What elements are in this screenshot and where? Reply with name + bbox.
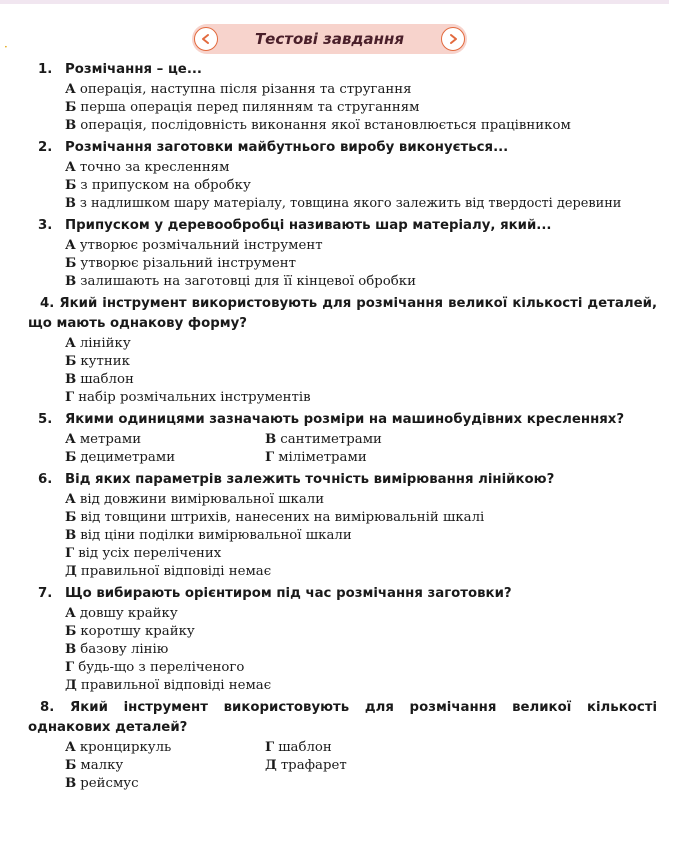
answer-option[interactable] bbox=[265, 431, 465, 449]
answer-option[interactable] bbox=[65, 389, 657, 407]
top-decor-bar bbox=[0, 0, 669, 4]
option-letter: Б bbox=[65, 178, 77, 193]
arrow-emblem-icon bbox=[441, 27, 465, 51]
option-text: шаблон bbox=[80, 372, 134, 387]
option-text: від довжини вимірювальної шкали bbox=[79, 492, 325, 507]
option-text: кутник bbox=[80, 354, 130, 369]
option-letter: А bbox=[65, 336, 76, 351]
option-text: перша операція перед пилянням та струганням bbox=[80, 100, 420, 115]
answer-option[interactable] bbox=[65, 431, 265, 449]
option-text: базову лінію bbox=[80, 642, 169, 657]
option-letter: А bbox=[65, 82, 76, 97]
option-letter: Д bbox=[65, 678, 77, 693]
answer-option[interactable] bbox=[65, 177, 657, 195]
answer-option[interactable] bbox=[65, 273, 657, 291]
option-letter: А bbox=[65, 606, 76, 621]
option-letter: Б bbox=[65, 510, 77, 525]
option-text: лінійку bbox=[79, 336, 131, 351]
answer-option[interactable] bbox=[265, 757, 465, 775]
answer-option[interactable] bbox=[65, 641, 657, 659]
option-text: будь-що з переліченого bbox=[78, 660, 245, 675]
answer-option[interactable] bbox=[65, 237, 657, 255]
option-letter: Б bbox=[65, 354, 77, 369]
answer-option[interactable] bbox=[65, 677, 657, 695]
question bbox=[38, 138, 657, 213]
option-letter: Г bbox=[265, 740, 275, 755]
answer-option[interactable] bbox=[265, 739, 465, 757]
answer-option[interactable] bbox=[65, 757, 265, 775]
answer-option[interactable] bbox=[265, 449, 465, 467]
option-text: операція, наступна після різання та стругання bbox=[79, 82, 412, 97]
answer-option[interactable] bbox=[65, 491, 657, 509]
option-letter: В bbox=[65, 118, 77, 133]
option-letter: В bbox=[65, 372, 77, 387]
question-number: 1. bbox=[38, 62, 53, 77]
option-text: правильної відповіді немає bbox=[80, 678, 272, 693]
answer-option[interactable] bbox=[65, 623, 657, 641]
answer-option[interactable] bbox=[65, 335, 657, 353]
option-text: кронциркуль bbox=[79, 740, 172, 755]
answer-option[interactable] bbox=[65, 117, 657, 135]
option-letter: В bbox=[65, 528, 77, 543]
question-text: Якими одиницями зазначають розміри на машинобудівних кресленнях? bbox=[65, 412, 625, 427]
option-text: метрами bbox=[79, 432, 142, 447]
question-text: Від яких параметрів залежить точність вимірювання лінійкою? bbox=[65, 472, 555, 487]
option-letter: Б bbox=[65, 758, 77, 773]
question-number: 2. bbox=[38, 140, 53, 155]
answer-option[interactable] bbox=[65, 659, 657, 677]
option-letter: В bbox=[65, 274, 77, 289]
question bbox=[38, 410, 657, 467]
margin-marker: · bbox=[4, 40, 8, 54]
question-number: 8. bbox=[40, 700, 55, 715]
answer-option[interactable] bbox=[65, 449, 265, 467]
question bbox=[38, 216, 657, 291]
option-text: точно за кресленням bbox=[79, 160, 230, 175]
question-text: Який інструмент використовують для розмічання великої кількості однакових деталей? bbox=[28, 700, 658, 735]
question-number: 5. bbox=[38, 412, 53, 427]
option-text: операція, послідовність виконання якої встановлюється працівником bbox=[80, 118, 571, 133]
question-text: Розмічання – це... bbox=[65, 62, 202, 77]
answer-option[interactable] bbox=[65, 775, 265, 793]
question-text: Розмічання заготовки майбутнього виробу виконується... bbox=[65, 140, 509, 155]
option-text: трафарет bbox=[280, 758, 347, 773]
answer-option[interactable] bbox=[65, 81, 657, 99]
question bbox=[38, 584, 657, 695]
option-letter: В bbox=[65, 776, 77, 791]
question bbox=[28, 698, 658, 793]
option-text: утворює різальний інструмент bbox=[80, 256, 296, 271]
answer-option[interactable] bbox=[65, 605, 657, 623]
answer-option[interactable] bbox=[65, 371, 657, 389]
question-text: Припуском у деревообробці називають шар матеріалу, який... bbox=[65, 218, 552, 233]
option-text: залишають на заготовці для її кінцевої обробки bbox=[80, 274, 416, 289]
option-text: правильної відповіді немає bbox=[80, 564, 272, 579]
question-number: 4. bbox=[40, 296, 55, 311]
option-text: від усіх перелічених bbox=[78, 546, 222, 561]
option-letter: Д bbox=[65, 564, 77, 579]
option-letter: В bbox=[65, 642, 77, 657]
option-letter: А bbox=[65, 492, 76, 507]
option-text: від товщини штрихів, нанесених на вимірювальній шкалі bbox=[80, 510, 485, 525]
option-letter: А bbox=[65, 238, 76, 253]
answer-option[interactable] bbox=[65, 99, 657, 117]
section-title: Тестові завдання bbox=[254, 30, 405, 48]
answer-option[interactable] bbox=[65, 159, 657, 177]
question-number: 3. bbox=[38, 218, 53, 233]
option-letter: А bbox=[65, 432, 76, 447]
answer-option[interactable] bbox=[65, 255, 657, 273]
option-text: малку bbox=[80, 758, 124, 773]
answer-option[interactable] bbox=[65, 545, 657, 563]
option-text: шаблон bbox=[278, 740, 332, 755]
option-letter: В bbox=[65, 196, 76, 211]
arrow-emblem-icon bbox=[194, 27, 218, 51]
option-letter: В bbox=[265, 432, 277, 447]
question bbox=[38, 470, 657, 581]
answer-option[interactable] bbox=[65, 563, 657, 581]
option-text: коротшу крайку bbox=[80, 624, 195, 639]
option-letter: Б bbox=[65, 624, 77, 639]
option-letter: Б bbox=[65, 100, 77, 115]
option-letter: Д bbox=[265, 758, 277, 773]
option-text: рейсмус bbox=[80, 776, 139, 791]
answer-option[interactable] bbox=[65, 739, 265, 757]
section-header bbox=[192, 24, 467, 54]
option-text: з надлишком шару матеріалу, товщина якого залежить від твердості деревини bbox=[79, 196, 622, 211]
option-letter: Г bbox=[65, 390, 75, 405]
option-letter: Б bbox=[65, 256, 77, 271]
option-letter: Г bbox=[65, 546, 75, 561]
question bbox=[38, 60, 657, 135]
question-text: Що вибирають орієнтиром під час розмічання заготовки? bbox=[65, 586, 512, 601]
option-text: довшу крайку bbox=[79, 606, 178, 621]
answer-option[interactable] bbox=[65, 527, 657, 545]
answer-option[interactable] bbox=[65, 509, 657, 527]
option-text: сантиметрами bbox=[280, 432, 382, 447]
question-number: 7. bbox=[38, 586, 53, 601]
option-text: з припуском на обробку bbox=[80, 178, 251, 193]
question-text: Який інструмент використовують для розмічання великої кількості деталей, що мають однакову форму? bbox=[28, 296, 657, 331]
option-text: набір розмічальних інструментів bbox=[78, 390, 311, 405]
option-text: від ціни поділки вимірювальної шкали bbox=[80, 528, 352, 543]
option-text: дециметрами bbox=[80, 450, 176, 465]
option-letter: А bbox=[65, 740, 76, 755]
option-text: утворює розмічальний інструмент bbox=[79, 238, 323, 253]
option-letter: Г bbox=[65, 660, 75, 675]
answer-option[interactable] bbox=[65, 195, 657, 213]
option-letter: Г bbox=[265, 450, 275, 465]
option-letter: А bbox=[65, 160, 76, 175]
option-text: міліметрами bbox=[278, 450, 367, 465]
option-letter: Б bbox=[65, 450, 77, 465]
answer-option[interactable] bbox=[65, 353, 657, 371]
question-number: 6. bbox=[38, 472, 53, 487]
questions-list bbox=[28, 60, 658, 793]
question bbox=[28, 294, 657, 407]
